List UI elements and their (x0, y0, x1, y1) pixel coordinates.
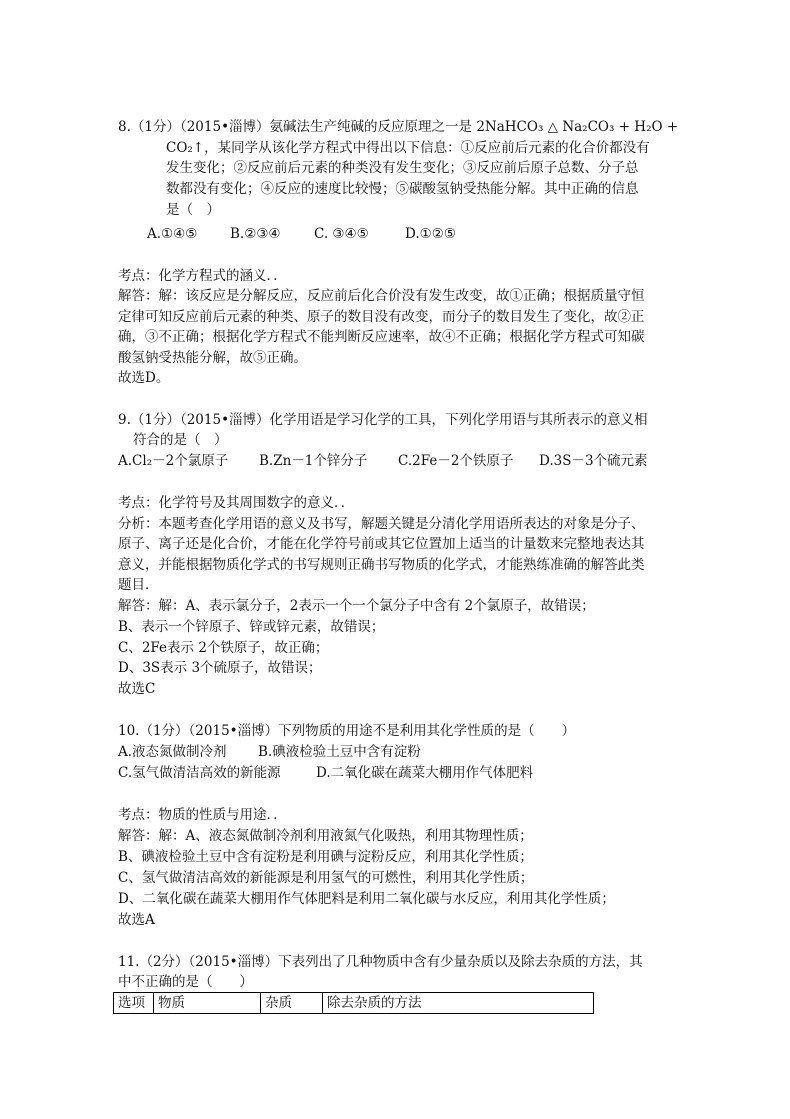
q10-analysis-line: C、氢气做清洁高效的新能源是利用氢气的可燃性，利用其化学性质； (118, 870, 534, 886)
q8-stem-line: CO₂↑，某同学从该化学方程式中得出以下信息：①反应前后元素的化合价都没有 (166, 140, 650, 156)
table-header-method: 除去杂质的方法 (327, 995, 422, 1011)
q8-stem-line: 数都没有变化；④反应的速度比较慢；⑤碳酸氢钠受热能分解。其中正确的信息 (166, 181, 639, 197)
q11-stem-line: 中不正确的是（ ） (118, 974, 253, 990)
q8-analysis-line: 考点：化学方程式的涵义．． (118, 268, 287, 284)
q9-option-c: C.2Fe－2个铁原子 (398, 453, 514, 469)
q8-analysis-line: 解答：解：该反应是分解反应，反应前后化合价没有发生改变，故①正确；根据质量守恒 (118, 288, 645, 304)
q8-analysis-line: 酸氢钠受热能分解，故⑤正确。 (118, 350, 307, 366)
q8-option-b: B.②③④ (230, 226, 281, 242)
q10-option-b: B.碘液检验土豆中含有淀粉 (258, 744, 421, 760)
q8-stem-line: 8.（1分）（2015•淄博）氨碱法生产纯碱的反应原理之一是 2NaHCO₃ △ Na₂CO₃ + H₂O + (118, 119, 679, 135)
q8-answer: 故选D。 (118, 370, 170, 386)
q8-stem-line: 发生变化；②反应前后元素的种类没有发生变化；③反应前后原子总数、分子总 (166, 160, 639, 176)
q9-analysis-line: C、2Fe表示 2个铁原子，故正确； (118, 640, 329, 656)
table-header-substance: 物质 (154, 993, 261, 1013)
q9-option-a: A.Cl₂－2个氯原子 (118, 453, 229, 469)
q10-analysis-line: 解答：解：A、液态氮做制冷剂利用液氮气化吸热，利用其物理性质； (118, 828, 533, 844)
q10-option-d: D.二氧化碳在蔬菜大棚用作气体肥料 (316, 765, 534, 781)
q9-analysis-line: D、3S表示 3个硫原子，故错误； (118, 660, 322, 676)
q9-analysis-line: 解答：解：A、表示氯分子，2表示一个一个氯分子中含有 2个氯原子，故错误； (118, 598, 595, 614)
q9-option-d: D.3S－3个硫元素 (539, 453, 648, 469)
q10-option-c: C.氢气做清洁高效的新能源 (118, 765, 281, 781)
q10-analysis-line: 考点：物质的性质与用途．． (118, 807, 287, 823)
q9-analysis-line: B、表示一个锌原子、锌或锌元素，故错误； (118, 619, 385, 635)
q10-option-a: A.液态氮做制冷剂 (118, 744, 227, 760)
q9-analysis-line: 分析：本题考查化学用语的意义及书写，解题关键是分清化学用语所表达的对象是分子、 (118, 516, 645, 532)
q10-analysis-line: B、碘液检验土豆中含有淀粉是利用碘与淀粉反应，利用其化学性质； (118, 849, 533, 865)
q10-analysis-line: D、二氧化碳在蔬菜大棚用作气体肥料是利用二氧化碳与水反应，利用其化学性质； (118, 891, 615, 907)
q9-answer: 故选C (118, 681, 156, 697)
q9-stem-line: 9.（1分）（2015•淄博）化学用语是学习化学的工具，下列化学用语与其所表示的意义相 (118, 412, 648, 428)
q9-analysis-line: 意义，并能根据物质化学式的书写规则正确书写物质的化学式，才能熟练准确的解答此类 (118, 557, 645, 573)
q11-table-header (113, 992, 594, 1014)
q9-analysis-line: 考点：化学符号及其周围数字的意义．． (118, 495, 355, 511)
q9-analysis-line: 原子、离子还是化合价，才能在化学符号前或其它位置加上适当的计量数来完整地表达其 (118, 536, 645, 552)
q8-option-d: D.①②⑤ (405, 226, 456, 242)
q8-analysis-line: 定律可知反应前后元素的种类、原子的数目没有改变，而分子的数目发生了变化，故②正 (118, 309, 645, 325)
q8-analysis-line: 确，③不正确；根据化学方程式不能判断反应速率，故④不正确；根据化学方程式可知碳 (118, 329, 645, 345)
q9-analysis-line: 题目． (118, 577, 159, 593)
q10-answer: 故选A (118, 912, 155, 928)
q11-stem-line: 11.（2分）（2015•淄博）下表列出了几种物质中含有少量杂质以及除去杂质的方法，其 (118, 954, 643, 970)
table-header-impurity: 杂质 (261, 993, 323, 1013)
q8-option-a: A.①④⑤ (147, 226, 198, 242)
table-header-option: 选项 (114, 993, 154, 1013)
q9-stem-line: 符合的是（ ） (133, 432, 228, 448)
q9-option-b: B.Zn－1个锌分子 (259, 453, 368, 469)
q8-stem-line: 是（ ） (166, 202, 220, 218)
q10-stem-line: 10.（1分）（2015•淄博）下列物质的用途不是利用其化学性质的是（ ） (118, 723, 576, 739)
q8-option-c: C. ③④⑤ (314, 226, 369, 242)
